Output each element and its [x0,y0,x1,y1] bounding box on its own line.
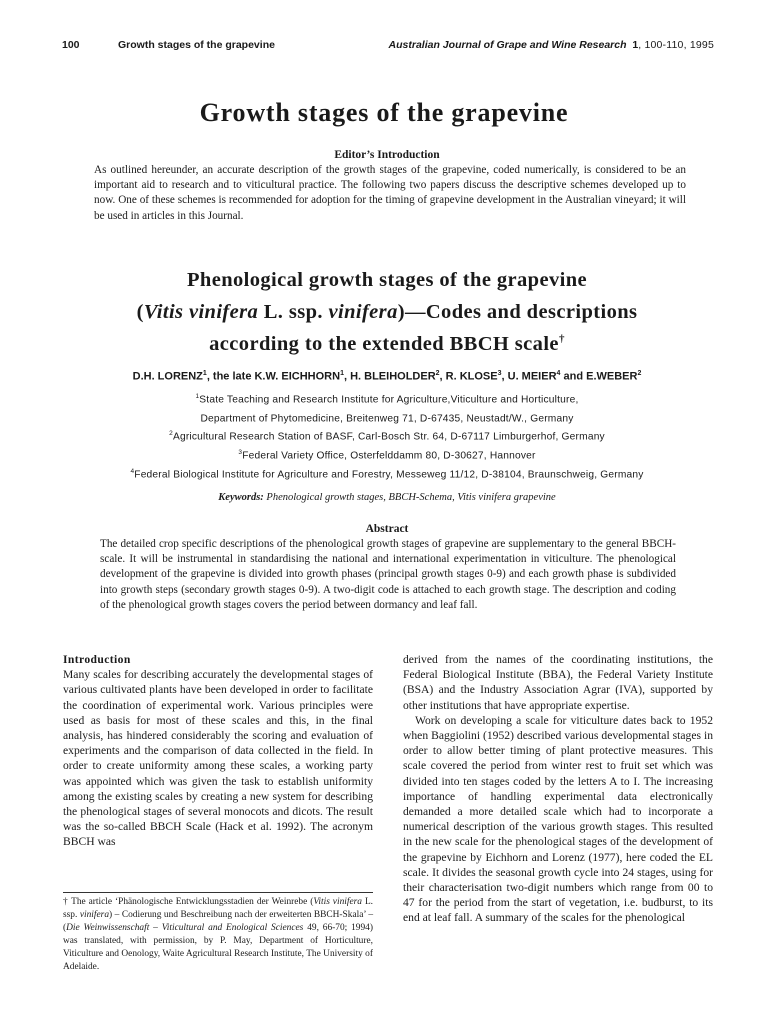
article-title [0,264,768,360]
author-list [0,370,768,383]
affiliation-sup: 1 [195,393,200,400]
footnote-italic: Die Weinwissenschaft – Viticultural and Enological Sciences [66,923,304,933]
running-title: Growth stages of the grapevine [118,39,275,51]
author: , R. KLOSE [439,370,498,383]
journal-pages-year: , 100-110, 1995 [638,39,714,51]
footnote-text: L. ssp. [63,897,374,920]
keywords-text: Phenological growth stages, BBCH-Schema, Vitis vinifera grapevine [263,492,556,503]
article-title-line1: Phenological growth stages of the grapevine [186,269,588,291]
editors-intro-heading: Editor’s Introduction [334,149,440,161]
affiliation [0,426,768,445]
main-title: Growth stages of the grapevine [199,98,569,127]
body-paragraph: derived from the names of the coordinating institutions, the Federal Biological Institute (BBA), the Federal Variety Institute (BSA) and the Industry Association Agrar (IVA), supported by other institutions that have appropriate expertise. [403,653,713,712]
author: and E.WEBER [560,370,638,383]
affiliation [0,464,768,483]
affiliation-list [0,389,768,482]
title-species: Vitis vinifera [143,301,259,323]
affiliation [0,408,768,427]
author-affil-sup: 1 [340,370,344,377]
author: , U. MEIER [501,370,557,383]
title-line2-rest: )—Codes and descriptions [397,301,638,323]
footnote [63,896,373,974]
footnote-italic: vinifera [79,910,110,920]
affiliation-text: Department of Phytomedicine, Breitenweg 71, D-67435, Neustadt/W., Germany [200,413,574,425]
keywords [0,492,768,503]
title-paren: ( [136,301,144,323]
abstract-heading: Abstract [365,523,409,535]
affiliation [0,445,768,464]
affiliation-sup: 4 [130,467,135,475]
affiliation-sup: 2 [169,430,173,438]
author: , the late K.W. EICHHORN [206,370,341,383]
footnote-text: ) – Codierung und Beschreibung nach der erweiterten BBCH-Skala’ – ( [63,910,374,933]
journal-citation [389,39,714,51]
body-paragraph: Work on developing a scale for viticulture dates back to 1952 when Baggiolini (1952) described various developmental stages in order to allow better timing of plant protective measures. This scale covered the period from winter rest to fruit set which was divided into ten stages coded by the letters A to I. The increasing importance of handling experimental data electronically demanded a more detailed scale which had to incorporate a numerical description of the various growth stages. This resulted in the new scale for the phenological stages of the development of the grapevine by Eichhorn and Lorenz (1977), here coded the EL scale. It divides the seasonal growth cycle into 24 stages, using for their characterisation two-digit numbers which range from 00 to 47 for the period from the start of vegetation, i.e. budburst, to its end at leaf fall. A summary of the scales for the phenological [403,713,713,925]
footnote-italic: Vitis vinifera [313,897,362,907]
affiliation-sup: 3 [238,449,243,457]
affiliation-text: Federal Variety Office, Osterfelddamm 80, D-30627, Hannover [242,450,536,462]
author-affil-sup: 2 [637,370,642,377]
footnote-text: † The article ‘Phänologische Entwicklungsstadien der Weinrebe ( [63,897,314,907]
affiliation-text: State Teaching and Research Institute for Agriculture,Viticulture and Horticulture, [199,394,579,406]
keywords-label: Keywords: [218,492,264,503]
article-title-line2 [0,296,768,328]
author-affil-sup: 1 [202,370,207,377]
journal-name: Australian Journal of Grape and Wine Research [388,39,627,51]
left-column [63,652,373,850]
article-title-line3 [0,328,768,360]
footnote-text: 49, 66-70; 1994) was translated, with permission, by P. May, Department of Horticulture, Viticulture and Oenology, Waite Agricultural Research Institute, The University of Adelaide. [63,923,373,972]
affiliation-text: Agricultural Research Station of BASF, Carl-Bosch Str. 64, D-67117 Limburgerhof, Germany [172,431,605,443]
right-column [403,652,713,926]
editors-intro-text: As outlined hereunder, an accurate description of the growth stages of the grapevine, coded numerically, is considered to be an important aid to research and to viticultural practice. The following two papers discuss the descriptive schemes developed up to now. One of these schemes is recommended for adoption for the timing of grapevine development in the Australian vineyard; it will be used in articles in this Journal. [94,164,686,222]
author-affil-sup: 2 [435,370,440,377]
author: , H. BLEIHOLDER [343,370,436,383]
footnote-divider [63,892,373,893]
body-paragraph: Many scales for describing accurately the developmental stages of various cultivated plants have been developed in order to facilitate the coordination of experimental work. Various principles were used as basis for most of these scales and this, in the final analysis, has hindered considerably the scoring and evaluation of experiments and the comparison of data collected in the field. In order to create uniformity among these scales, a working party was appointed which was given the task to establish uniformity among the existing scales by creating a new system for describing the phenological stages of several monocots and dicots. The result was the so-called BBCH Scale (Hack et al. 1992). The acronym BBCH was [63,668,373,849]
title-ssp: L. ssp. [258,301,329,323]
title-dagger: † [558,333,565,346]
title-line3-text: according to the extended BBCH scale [209,333,559,355]
author-affil-sup: 3 [497,370,502,377]
page-number: 100 [62,39,80,51]
section-heading-introduction: Introduction [63,653,131,666]
affiliation-text: Federal Biological Institute for Agriculture and Forestry, Messeweg 11/12, D-38104, Braunschweig, Germany [134,469,644,481]
abstract-text: The detailed crop specific descriptions of the phenological growth stages of grapevine are supplementary to the general BBCH-scale. It will be instrumental in standardising the national and international experimentation in viticulture. The phenological development of the grapevine is divided into growth phases (principal growth stages 0-9) and each growth phase is subdivided into growth steps (secondary growth stages 0-9). A two-digit code is attached to each growth stage. The description and coding of the phenological growth stages covers the period between dormancy and leaf fall. [100,538,676,611]
author: D.H. LORENZ [132,370,203,383]
author-affil-sup: 4 [556,370,561,377]
title-subspecies: vinifera [328,301,398,323]
affiliation [0,389,768,408]
journal-volume: 1 [632,39,639,51]
